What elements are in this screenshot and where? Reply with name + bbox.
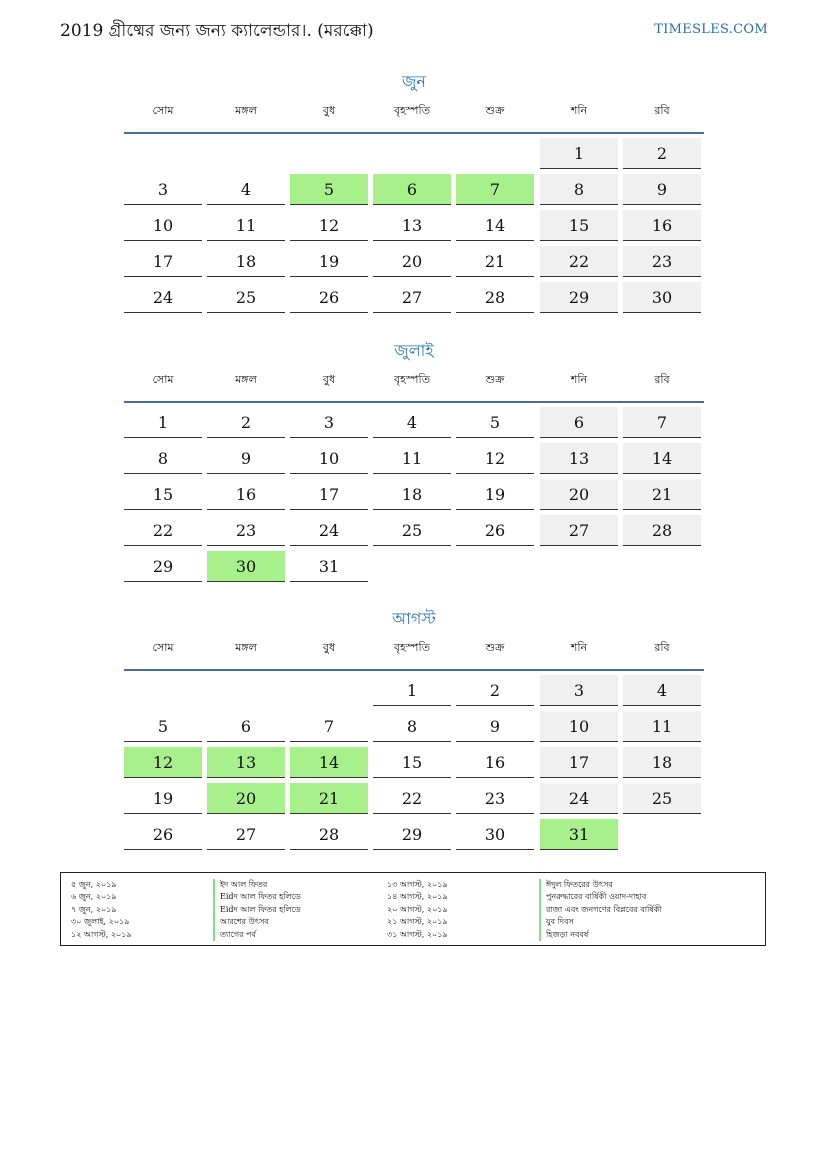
holiday-dates-left	[71, 879, 132, 941]
day-cell: 25	[623, 783, 701, 814]
holiday-name: Eidদ আল ফিতর হলিডে	[213, 891, 301, 903]
holiday-date: ১২ আগস্ট, ২০১৯	[71, 929, 132, 939]
weekday-sun: রবি	[654, 641, 670, 654]
day-cell: 6	[373, 174, 451, 205]
day-cell: 17	[124, 246, 202, 277]
month-title: জুন	[402, 72, 426, 91]
day-cell: 21	[290, 783, 368, 814]
day-cell: 3	[124, 174, 202, 205]
day-cell: 5	[124, 711, 202, 742]
weekday-tue: মঙ্গল	[235, 373, 257, 386]
day-cell: 12	[456, 443, 534, 474]
day-cell: 6	[207, 711, 285, 742]
holiday-date: ২১ আগস্ট, ২০১৯	[387, 917, 448, 927]
page-header	[60, 20, 768, 44]
holiday-name: Eidদ আল ফিতর হলিডে	[213, 904, 301, 916]
day-cell: 4	[623, 675, 701, 706]
day-cell: 31	[290, 551, 368, 582]
day-cell: 27	[373, 282, 451, 313]
day-cell: 11	[623, 711, 701, 742]
weekday-wed: বুধ	[322, 641, 336, 654]
weekday-tue: মঙ্গল	[235, 104, 257, 117]
weekday-sat: শনি	[570, 373, 588, 386]
day-cell: 15	[373, 747, 451, 778]
day-cell: 19	[124, 783, 202, 814]
holiday-names-right	[539, 879, 662, 941]
day-cell: 3	[540, 675, 618, 706]
holiday-date: ৩০ জুলাই, ২০১৯	[71, 917, 130, 927]
day-cell: 28	[623, 515, 701, 546]
day-cell: 7	[623, 407, 701, 438]
day-cell: 25	[373, 515, 451, 546]
holiday-date: ৭ জুন, ২০১৯	[71, 904, 117, 914]
day-cell: 22	[540, 246, 618, 277]
day-cell: 28	[290, 819, 368, 850]
day-cell: 10	[540, 711, 618, 742]
day-cell: 30	[456, 819, 534, 850]
day-cell: 30	[207, 551, 285, 582]
holiday-name: রাজা এবং জনগণের বিপ্লবের বার্ষিকী	[539, 904, 662, 916]
day-cell: 26	[456, 515, 534, 546]
day-cell: 22	[124, 515, 202, 546]
day-cell: 8	[540, 174, 618, 205]
day-cell: 13	[373, 210, 451, 241]
day-cell: 15	[540, 210, 618, 241]
day-cell: 21	[456, 246, 534, 277]
day-cell: 24	[540, 783, 618, 814]
day-cell: 14	[456, 210, 534, 241]
day-cell: 24	[124, 282, 202, 313]
day-cell: 18	[373, 479, 451, 510]
day-cell: 2	[456, 675, 534, 706]
holiday-date: ১৩ আগস্ট, ২০১৯	[387, 880, 448, 889]
weekday-mon: সোম	[152, 373, 174, 386]
day-cell: 4	[373, 407, 451, 438]
month-july	[124, 339, 704, 587]
day-cell: 10	[124, 210, 202, 241]
holiday-date: ২০ আগস্ট, ২০১৯	[387, 904, 448, 914]
holiday-name: ত্যাগের পর্ব	[213, 929, 301, 941]
day-cell: 23	[456, 783, 534, 814]
day-cell: 21	[623, 479, 701, 510]
day-cell: 14	[623, 443, 701, 474]
holiday-name: ঈদুল ফিতরের উৎসব	[539, 879, 662, 891]
day-cell: 19	[290, 246, 368, 277]
day-cell: 5	[456, 407, 534, 438]
holiday-date: ৫ জুন, ২০১৯	[71, 880, 117, 889]
weekday-header	[124, 371, 704, 403]
day-cell: 27	[540, 515, 618, 546]
weekday-fri: শুক্র	[485, 104, 505, 117]
weekday-tue: মঙ্গল	[235, 641, 257, 654]
day-cell: 24	[290, 515, 368, 546]
day-cell: 20	[373, 246, 451, 277]
weekday-fri: শুক্র	[485, 373, 505, 386]
weekday-header	[124, 639, 704, 671]
day-cell: 27	[207, 819, 285, 850]
day-cell: 16	[456, 747, 534, 778]
day-cell: 15	[124, 479, 202, 510]
month-august	[124, 607, 704, 855]
holiday-name: যুব দিবস	[539, 916, 662, 928]
day-grid	[124, 407, 704, 587]
page-title: 2019 গ্রীষ্মের জন্য জন্য ক্যালেন্ডার।. (মরক্কো)	[60, 21, 374, 41]
weekday-wed: বুধ	[322, 104, 336, 117]
day-cell: 29	[540, 282, 618, 313]
day-cell: 13	[207, 747, 285, 778]
day-cell: 8	[124, 443, 202, 474]
day-cell: 1	[540, 138, 618, 169]
day-cell: 9	[456, 711, 534, 742]
day-grid	[124, 138, 704, 318]
day-cell: 14	[290, 747, 368, 778]
day-cell: 20	[540, 479, 618, 510]
weekday-sat: শনি	[570, 641, 588, 654]
day-cell: 9	[623, 174, 701, 205]
day-cell: 17	[290, 479, 368, 510]
day-cell: 2	[207, 407, 285, 438]
day-cell: 13	[540, 443, 618, 474]
day-cell: 1	[124, 407, 202, 438]
month-june	[124, 70, 704, 318]
day-cell: 28	[456, 282, 534, 313]
day-cell: 18	[207, 246, 285, 277]
day-cell: 12	[124, 747, 202, 778]
day-grid	[124, 675, 704, 855]
holiday-list	[60, 872, 766, 946]
day-cell: 18	[623, 747, 701, 778]
day-cell: 11	[373, 443, 451, 474]
day-cell: 17	[540, 747, 618, 778]
weekday-fri: শুক্র	[485, 641, 505, 654]
day-cell: 20	[207, 783, 285, 814]
day-cell: 16	[623, 210, 701, 241]
day-cell: 4	[207, 174, 285, 205]
holiday-name: হিজড়া নববর্ষ	[539, 929, 662, 941]
weekday-thu: বৃহস্পতি	[394, 373, 430, 386]
day-cell: 11	[207, 210, 285, 241]
day-cell: 26	[290, 282, 368, 313]
day-cell: 29	[373, 819, 451, 850]
holiday-date: ৩১ আগস্ট, ২০১৯	[387, 929, 448, 939]
weekday-sun: রবি	[654, 104, 670, 117]
weekday-thu: বৃহস্পতি	[394, 641, 430, 654]
day-cell: 7	[456, 174, 534, 205]
day-cell: 31	[540, 819, 618, 850]
day-cell: 9	[207, 443, 285, 474]
day-cell: 16	[207, 479, 285, 510]
weekday-header	[124, 102, 704, 134]
day-cell: 12	[290, 210, 368, 241]
weekday-sun: রবি	[654, 373, 670, 386]
day-cell: 23	[623, 246, 701, 277]
holiday-date: ৬ জুন, ২০১৯	[71, 892, 117, 902]
weekday-mon: সোম	[152, 104, 174, 117]
day-cell: 22	[373, 783, 451, 814]
day-cell: 23	[207, 515, 285, 546]
day-cell: 5	[290, 174, 368, 205]
day-cell: 30	[623, 282, 701, 313]
weekday-wed: বুধ	[322, 373, 336, 386]
day-cell: 19	[456, 479, 534, 510]
day-cell: 6	[540, 407, 618, 438]
month-title: জুলাই	[394, 341, 434, 360]
brand-link[interactable]: TIMESLES.COM	[654, 22, 768, 37]
day-cell: 2	[623, 138, 701, 169]
month-title: আগস্ট	[392, 609, 436, 628]
holiday-dates-right	[387, 879, 448, 941]
day-cell: 29	[124, 551, 202, 582]
holiday-names-left	[213, 879, 301, 941]
holiday-name: পুনরুদ্ধারের বার্ষিকী ওয়াদ-দাহাব	[539, 891, 662, 903]
holiday-date: ১৪ আগস্ট, ২০১৯	[387, 892, 448, 902]
day-cell: 25	[207, 282, 285, 313]
day-cell: 7	[290, 711, 368, 742]
day-cell: 8	[373, 711, 451, 742]
weekday-thu: বৃহস্পতি	[394, 104, 430, 117]
day-cell: 26	[124, 819, 202, 850]
day-cell: 1	[373, 675, 451, 706]
day-cell: 3	[290, 407, 368, 438]
holiday-name: আরশের উৎসব	[213, 916, 301, 928]
holiday-name: ইদ আল ফিতর	[213, 879, 301, 891]
weekday-mon: সোম	[152, 641, 174, 654]
day-cell: 10	[290, 443, 368, 474]
weekday-sat: শনি	[570, 104, 588, 117]
